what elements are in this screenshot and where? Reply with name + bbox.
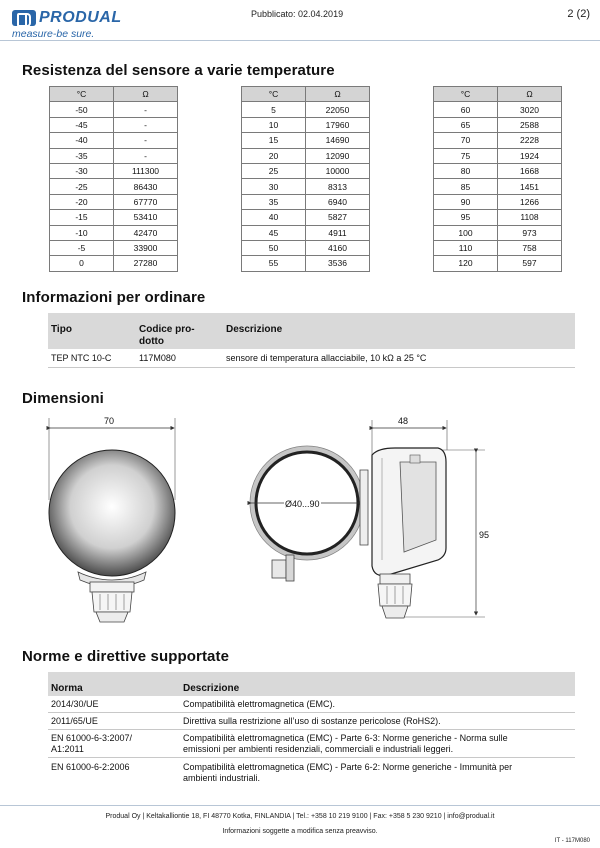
resistance-cell: 4160 [306, 240, 370, 255]
temperature-cell: -50 [50, 102, 114, 117]
side-view [250, 420, 485, 618]
temperature-cell: 120 [434, 256, 498, 271]
temperature-cell: 30 [242, 179, 306, 194]
col-ohm: Ω [306, 87, 370, 102]
table-row [434, 163, 562, 178]
page-number: 2 (2) [567, 8, 590, 20]
resistance-cell: 86430 [114, 179, 178, 194]
table-row [242, 210, 370, 225]
table-row [434, 256, 562, 271]
resistance-cell: 1451 [498, 179, 562, 194]
temperature-cell: -30 [50, 163, 114, 178]
published-date: Pubblicato: 02.04.2019 [251, 9, 344, 19]
standard-norma: EN 61000-6-2:2006 [51, 762, 130, 772]
temperature-cell: -5 [50, 240, 114, 255]
temperature-cell: 55 [242, 256, 306, 271]
standard-norma: EN 61000-6-3:2007/ [51, 733, 133, 743]
temperature-cell: 75 [434, 148, 498, 163]
resistance-cell: 111300 [114, 163, 178, 178]
resistance-cell: 3020 [498, 102, 562, 117]
standards-title: Norme e direttive supportate [22, 648, 230, 665]
resistance-table-1 [49, 86, 178, 272]
standards-table-header [48, 672, 575, 696]
table-row [50, 148, 178, 163]
table-row [50, 194, 178, 209]
standard-description-line2: emissioni per ambienti residenziali, commerciali e industriali leggeri. [183, 744, 454, 754]
table-row [434, 194, 562, 209]
resistance-cell: 3536 [306, 256, 370, 271]
resistance-cell: 10000 [306, 163, 370, 178]
table-row [50, 133, 178, 148]
standard-description: Direttiva sulla restrizione all’uso di sostanze pericolose (RoHS2). [183, 716, 441, 726]
resistance-cell: 973 [498, 225, 562, 240]
temperature-cell: 90 [434, 194, 498, 209]
resistance-title: Resistenza del sensore a varie temperature [22, 62, 335, 79]
temperature-cell: 65 [434, 117, 498, 132]
temperature-cell: -25 [50, 179, 114, 194]
resistance-cell: 1924 [498, 148, 562, 163]
standards-table [48, 672, 575, 790]
dim-height: 95 [479, 530, 490, 540]
table-row [242, 163, 370, 178]
standard-description: Compatibilità elettromagnetica (EMC) - Parte 6-2: Norme generiche - Immunità per [183, 762, 513, 772]
temperature-cell: 80 [434, 163, 498, 178]
table-row [50, 117, 178, 132]
standard-description: Compatibilità elettromagnetica (EMC). [183, 699, 336, 709]
temperature-cell: 0 [50, 256, 114, 271]
temperature-cell: 70 [434, 133, 498, 148]
order-code: 117M080 [139, 353, 176, 363]
resistance-cell: 42470 [114, 225, 178, 240]
resistance-cell: 5827 [306, 210, 370, 225]
table-row [242, 194, 370, 209]
header-tipo: Tipo [51, 324, 72, 335]
ordering-table [48, 313, 575, 368]
table-row [50, 163, 178, 178]
brand-slogan: measure-be sure. [12, 28, 95, 40]
resistance-cell: - [114, 133, 178, 148]
footer-doc-code: IT - 117M080 [554, 838, 590, 844]
table-row [434, 225, 562, 240]
dim-width-side: 48 [398, 416, 409, 426]
temperature-cell: 100 [434, 225, 498, 240]
temperature-cell: 15 [242, 133, 306, 148]
resistance-cell: 33900 [114, 240, 178, 255]
table-row [50, 179, 178, 194]
resistance-cell: 67770 [114, 194, 178, 209]
resistance-cell: 4911 [306, 225, 370, 240]
resistance-cell: 597 [498, 256, 562, 271]
header-code-line2: dotto [139, 336, 164, 347]
col-temp: °C [434, 87, 498, 102]
table-row [242, 102, 370, 117]
table-row [242, 117, 370, 132]
order-tipo: TEP NTC 10-C [51, 353, 112, 363]
table-row [434, 210, 562, 225]
temperature-cell: -40 [50, 133, 114, 148]
dimension-drawing [0, 410, 600, 640]
header-divider [0, 40, 600, 41]
header-norma: Norma [51, 683, 83, 694]
resistance-cell: 17960 [306, 117, 370, 132]
standard-description-line2: ambienti industriali. [183, 773, 261, 783]
row-divider [48, 367, 575, 368]
resistance-cell: - [114, 148, 178, 163]
table-row [50, 102, 178, 117]
table-row [242, 240, 370, 255]
temperature-cell: 5 [242, 102, 306, 117]
temperature-cell: -10 [50, 225, 114, 240]
table-row [50, 240, 178, 255]
brand-name: PRODUAL [39, 9, 122, 26]
temperature-cell: -45 [50, 117, 114, 132]
dimensions-title: Dimensioni [22, 390, 104, 407]
table-row [434, 117, 562, 132]
resistance-table-3 [433, 86, 562, 272]
standard-norma-line2: A1:2011 [51, 744, 84, 754]
temperature-cell: -35 [50, 148, 114, 163]
resistance-cell: 14690 [306, 133, 370, 148]
temperature-cell: 60 [434, 102, 498, 117]
resistance-cell: 2228 [498, 133, 562, 148]
resistance-cell: 1668 [498, 163, 562, 178]
dim-diameter: Ø40...90 [285, 499, 320, 509]
resistance-cell: 8313 [306, 179, 370, 194]
temperature-cell: 50 [242, 240, 306, 255]
table-row [242, 256, 370, 271]
row-divider [48, 712, 575, 713]
table-row [242, 225, 370, 240]
dim-width-front: 70 [104, 416, 115, 426]
resistance-cell: 758 [498, 240, 562, 255]
resistance-cell: 12090 [306, 148, 370, 163]
resistance-cell: 53410 [114, 210, 178, 225]
resistance-cell: 22050 [306, 102, 370, 117]
standard-norma: 2011/65/UE [51, 716, 98, 726]
row-divider [48, 757, 575, 758]
resistance-table-2 [241, 86, 370, 272]
temperature-cell: -20 [50, 194, 114, 209]
table-row [434, 179, 562, 194]
ordering-table-header [48, 313, 575, 349]
header-description: Descrizione [226, 324, 283, 335]
temperature-cell: 25 [242, 163, 306, 178]
front-view [49, 418, 175, 622]
footer-divider [0, 805, 600, 806]
col-temp: °C [50, 87, 114, 102]
table-row [434, 102, 562, 117]
temperature-cell: 20 [242, 148, 306, 163]
temperature-cell: 110 [434, 240, 498, 255]
footer-address: Produal Oy | Keltakalliontie 18, FI 48770 Kotka, FINLANDIA | Tel.: +358 10 219 9100 | Fax: +358 5 230 9210 | info@produal.it [105, 813, 495, 820]
temperature-cell: -15 [50, 210, 114, 225]
table-row [242, 179, 370, 194]
standard-norma: 2014/30/UE [51, 699, 99, 709]
standard-description: Compatibilità elettromagnetica (EMC) - Parte 6-3: Norme generiche - Norma sulle [183, 733, 508, 743]
table-row [434, 240, 562, 255]
row-divider [48, 729, 575, 730]
table-row [434, 133, 562, 148]
header-descrizione: Descrizione [183, 683, 240, 694]
resistance-cell: 2588 [498, 117, 562, 132]
temperature-cell: 35 [242, 194, 306, 209]
ordering-title: Informazioni per ordinare [22, 289, 206, 306]
table-row [242, 133, 370, 148]
table-row [242, 148, 370, 163]
resistance-cell: 6940 [306, 194, 370, 209]
col-ohm: Ω [498, 87, 562, 102]
table-row [50, 225, 178, 240]
table-row [50, 256, 178, 271]
order-description: sensore di temperatura allacciabile, 10 kΩ a 25 °C [226, 353, 427, 363]
resistance-cell: 27280 [114, 256, 178, 271]
temperature-cell: 45 [242, 225, 306, 240]
header-code-line1: Codice pro- [139, 324, 195, 335]
resistance-cell: 1266 [498, 194, 562, 209]
temperature-cell: 40 [242, 210, 306, 225]
produal-logo-icon [12, 10, 36, 26]
resistance-cell: - [114, 102, 178, 117]
footer-notice: Informazioni soggette a modifica senza preavviso. [222, 828, 378, 835]
temperature-cell: 10 [242, 117, 306, 132]
temperature-cell: 85 [434, 179, 498, 194]
resistance-cell: - [114, 117, 178, 132]
resistance-cell: 1108 [498, 210, 562, 225]
table-row [434, 148, 562, 163]
table-row [50, 210, 178, 225]
temperature-cell: 95 [434, 210, 498, 225]
col-temp: °C [242, 87, 306, 102]
produal-logo [12, 10, 122, 40]
col-ohm: Ω [114, 87, 178, 102]
